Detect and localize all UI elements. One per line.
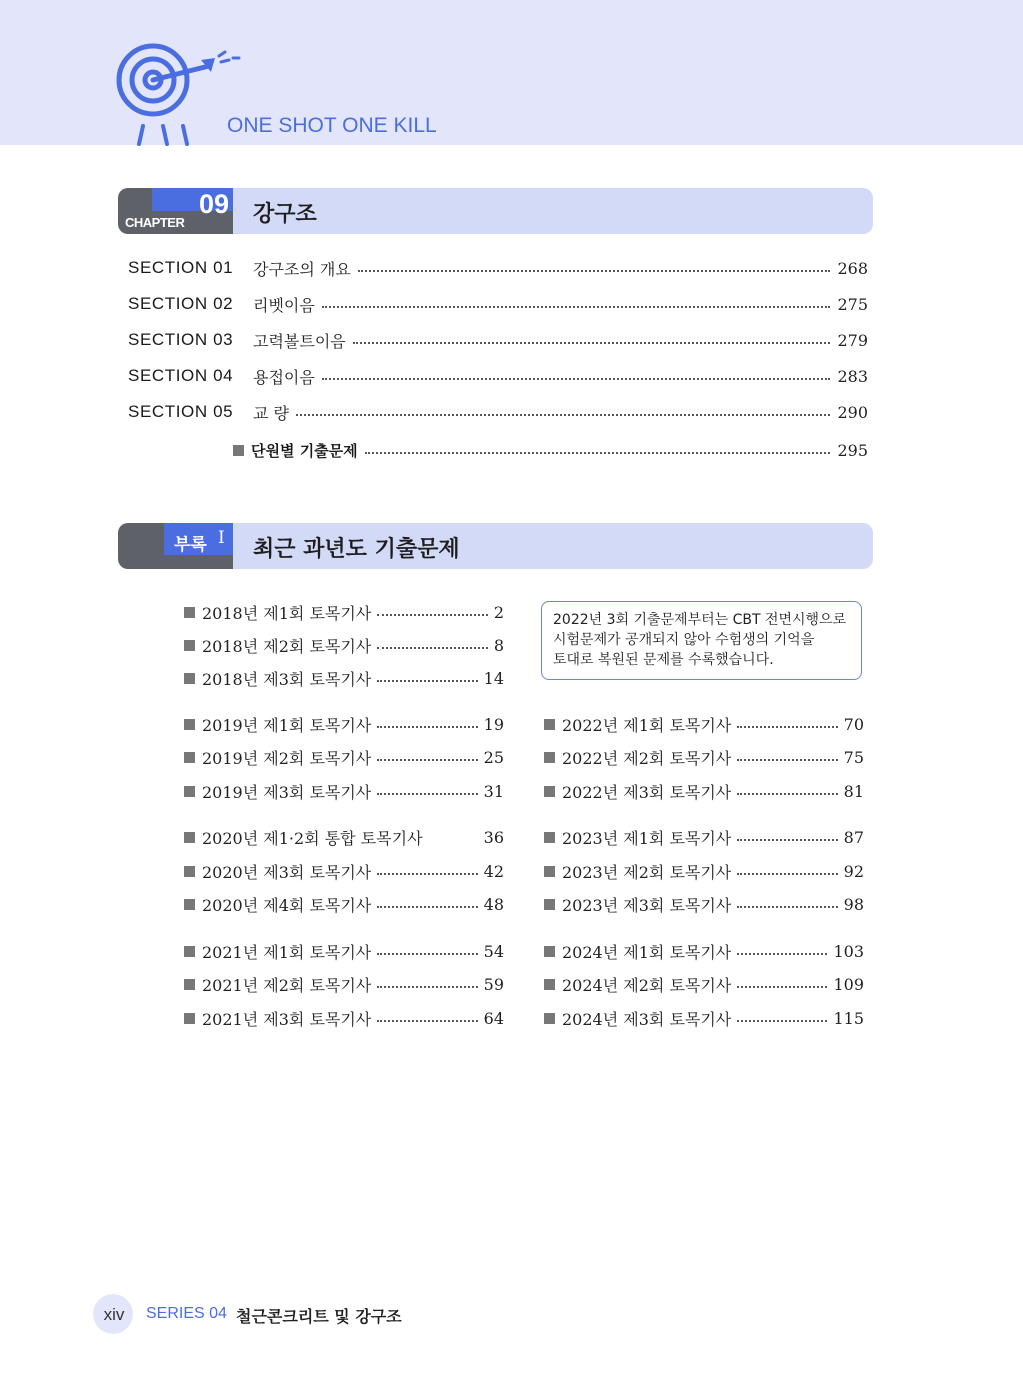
section-page: 275 <box>837 294 868 314</box>
exam-item[interactable] <box>544 892 864 916</box>
square-bullet-icon <box>184 673 195 684</box>
exam-page: 14 <box>483 668 504 688</box>
exam-item[interactable] <box>544 1006 864 1030</box>
exam-item[interactable] <box>544 972 864 996</box>
exam-title: 2024년 제1회 토목기사 <box>562 942 732 962</box>
exam-page: 70 <box>843 714 864 734</box>
section-label: SECTION 01 <box>128 258 234 277</box>
exam-item[interactable] <box>184 633 504 657</box>
exam-title: 2023년 제3회 토목기사 <box>562 895 732 915</box>
slogan: ONE SHOT ONE KILL <box>227 114 437 137</box>
square-bullet-icon <box>184 832 195 843</box>
exam-item[interactable] <box>184 972 504 996</box>
dot-leader <box>353 342 831 344</box>
square-bullet-icon <box>544 752 555 763</box>
note-line: 토대로 복원된 문제를 수록했습니다. <box>553 652 774 668</box>
section-label: SECTION 03 <box>128 330 234 349</box>
exam-page: 59 <box>483 974 504 994</box>
exam-title: 2024년 제2회 토목기사 <box>562 975 732 995</box>
note-line: 시험문제가 공개되지 않아 수험생의 기억을 <box>553 632 815 648</box>
exam-item[interactable] <box>184 892 504 916</box>
exam-title: 2020년 제3회 토목기사 <box>202 862 372 882</box>
toc-section-row[interactable] <box>128 256 868 280</box>
section-title: 리벳이음 <box>253 295 315 315</box>
chapter-label: CHAPTER <box>125 215 185 230</box>
dot-leader <box>737 906 837 908</box>
dot-leader <box>377 726 477 728</box>
exam-page: 75 <box>843 747 864 767</box>
exam-title: 2018년 제3회 토목기사 <box>202 669 372 689</box>
exam-title: 2019년 제3회 토목기사 <box>202 782 372 802</box>
section-title: 용접이음 <box>253 367 315 387</box>
section-title: 고력볼트이음 <box>253 331 346 351</box>
square-bullet-icon <box>233 445 244 456</box>
exam-title: 2022년 제3회 토목기사 <box>562 782 732 802</box>
exam-title: 2018년 제1회 토목기사 <box>202 603 372 623</box>
chapter-banner <box>118 188 873 234</box>
exam-item[interactable] <box>184 859 504 883</box>
square-bullet-icon <box>184 752 195 763</box>
dot-leader <box>737 873 837 875</box>
square-bullet-icon <box>184 1013 195 1024</box>
dot-leader <box>737 793 837 795</box>
section-title: 교 량 <box>253 403 289 423</box>
section-page: 290 <box>837 402 868 422</box>
exam-page: 25 <box>483 747 504 767</box>
square-bullet-icon <box>184 866 195 877</box>
exam-item[interactable] <box>544 712 864 736</box>
square-bullet-icon <box>544 866 555 877</box>
toc-section-row[interactable] <box>128 328 868 352</box>
toc-review-row[interactable] <box>233 439 868 461</box>
appendix-tag <box>118 523 233 569</box>
exam-page: 64 <box>483 1008 504 1028</box>
exam-title: 2024년 제3회 토목기사 <box>562 1009 732 1029</box>
square-bullet-icon <box>184 979 195 990</box>
exam-page: 103 <box>833 941 864 961</box>
section-title: 강구조의 개요 <box>253 259 351 279</box>
exam-item[interactable] <box>544 939 864 963</box>
square-bullet-icon <box>544 899 555 910</box>
square-bullet-icon <box>184 899 195 910</box>
exam-title: 2019년 제1회 토목기사 <box>202 715 372 735</box>
section-page: 279 <box>837 330 868 350</box>
exam-title: 2023년 제1회 토목기사 <box>562 828 732 848</box>
appendix-banner <box>118 523 873 569</box>
section-page: 283 <box>837 366 868 386</box>
dot-leader <box>377 906 477 908</box>
exam-item[interactable] <box>544 825 864 849</box>
exam-page: 109 <box>833 974 864 994</box>
section-label: SECTION 04 <box>128 366 234 385</box>
exam-item[interactable] <box>184 666 504 690</box>
dot-leader <box>429 839 478 841</box>
chapter-title: 강구조 <box>253 202 317 227</box>
square-bullet-icon <box>544 979 555 990</box>
page-number: xiv <box>103 1305 125 1324</box>
dot-leader <box>377 759 477 761</box>
note-line: 2022년 3회 기출문제부터는 CBT 전면시행으로 <box>553 612 847 628</box>
dot-leader <box>377 614 488 616</box>
square-bullet-icon <box>544 1013 555 1024</box>
exam-item[interactable] <box>184 1006 504 1030</box>
exam-page: 36 <box>483 827 504 847</box>
book-title: 철근콘크리트 및 강구조 <box>236 1307 402 1326</box>
section-label: SECTION 05 <box>128 402 234 421</box>
exam-title: 2021년 제3회 토목기사 <box>202 1009 372 1029</box>
exam-page: 42 <box>483 861 504 881</box>
exam-title: 2022년 제1회 토목기사 <box>562 715 732 735</box>
dot-leader <box>737 759 837 761</box>
dot-leader <box>358 270 831 272</box>
exam-title: 2021년 제2회 토목기사 <box>202 975 372 995</box>
cbt-note <box>541 601 862 680</box>
exam-title: 2021년 제1회 토목기사 <box>202 942 372 962</box>
exam-item[interactable] <box>184 825 504 849</box>
exam-title: 2023년 제2회 토목기사 <box>562 862 732 882</box>
square-bullet-icon <box>184 946 195 957</box>
review-title: 단원별 기출문제 <box>251 441 358 460</box>
square-bullet-icon <box>184 719 195 730</box>
exam-page: 19 <box>483 714 504 734</box>
square-bullet-icon <box>544 786 555 797</box>
dot-leader <box>322 378 831 380</box>
exam-item[interactable] <box>184 779 504 803</box>
exam-title: 2018년 제2회 토목기사 <box>202 636 372 656</box>
toc-section-row[interactable] <box>128 292 868 316</box>
exam-page: 8 <box>493 635 504 655</box>
toc-section-row[interactable] <box>128 400 868 424</box>
exam-title: 2022년 제2회 토목기사 <box>562 748 732 768</box>
square-bullet-icon <box>184 607 195 618</box>
exam-title: 2020년 제4회 토목기사 <box>202 895 372 915</box>
dot-leader <box>296 414 830 416</box>
chapter-tag <box>118 188 233 234</box>
exam-item[interactable] <box>544 859 864 883</box>
dot-leader <box>377 793 477 795</box>
square-bullet-icon <box>544 719 555 730</box>
exam-item[interactable] <box>184 712 504 736</box>
dot-leader <box>737 986 827 988</box>
exam-item[interactable] <box>544 779 864 803</box>
square-bullet-icon <box>184 786 195 797</box>
dot-leader <box>377 1020 477 1022</box>
dot-leader <box>365 452 831 454</box>
dot-leader <box>377 873 477 875</box>
review-page: 295 <box>837 440 868 460</box>
appendix-label: 부록 <box>174 535 207 555</box>
exam-title: 2019년 제2회 토목기사 <box>202 748 372 768</box>
appendix-roman: Ⅰ <box>218 528 225 548</box>
toc-section-row[interactable] <box>128 364 868 388</box>
exam-page: 115 <box>833 1008 864 1028</box>
exam-item[interactable] <box>184 939 504 963</box>
exam-title: 2020년 제1·2회 통합 토목기사 <box>202 828 423 848</box>
exam-page: 98 <box>843 894 864 914</box>
dot-leader <box>737 726 837 728</box>
chapter-number: 09 <box>198 189 229 219</box>
dot-leader <box>377 680 477 682</box>
dot-leader <box>377 953 477 955</box>
exam-item[interactable] <box>544 745 864 769</box>
dot-leader <box>737 839 837 841</box>
dot-leader <box>737 953 827 955</box>
dot-leader <box>377 647 488 649</box>
exam-item[interactable] <box>184 600 504 624</box>
appendix-title: 최근 과년도 기출문제 <box>253 537 460 562</box>
exam-page: 81 <box>843 781 864 801</box>
dot-leader <box>737 1020 827 1022</box>
section-label: SECTION 02 <box>128 294 234 313</box>
square-bullet-icon <box>544 832 555 843</box>
exam-item[interactable] <box>184 745 504 769</box>
exam-page: 31 <box>483 781 504 801</box>
dot-leader <box>322 306 831 308</box>
series-label: SERIES 04 <box>146 1305 227 1322</box>
exam-page: 54 <box>483 941 504 961</box>
section-page: 268 <box>837 258 868 278</box>
dot-leader <box>377 986 477 988</box>
exam-page: 2 <box>493 602 504 622</box>
exam-page: 48 <box>483 894 504 914</box>
exam-page: 87 <box>843 827 864 847</box>
square-bullet-icon <box>544 946 555 957</box>
square-bullet-icon <box>184 640 195 651</box>
exam-page: 92 <box>843 861 864 881</box>
